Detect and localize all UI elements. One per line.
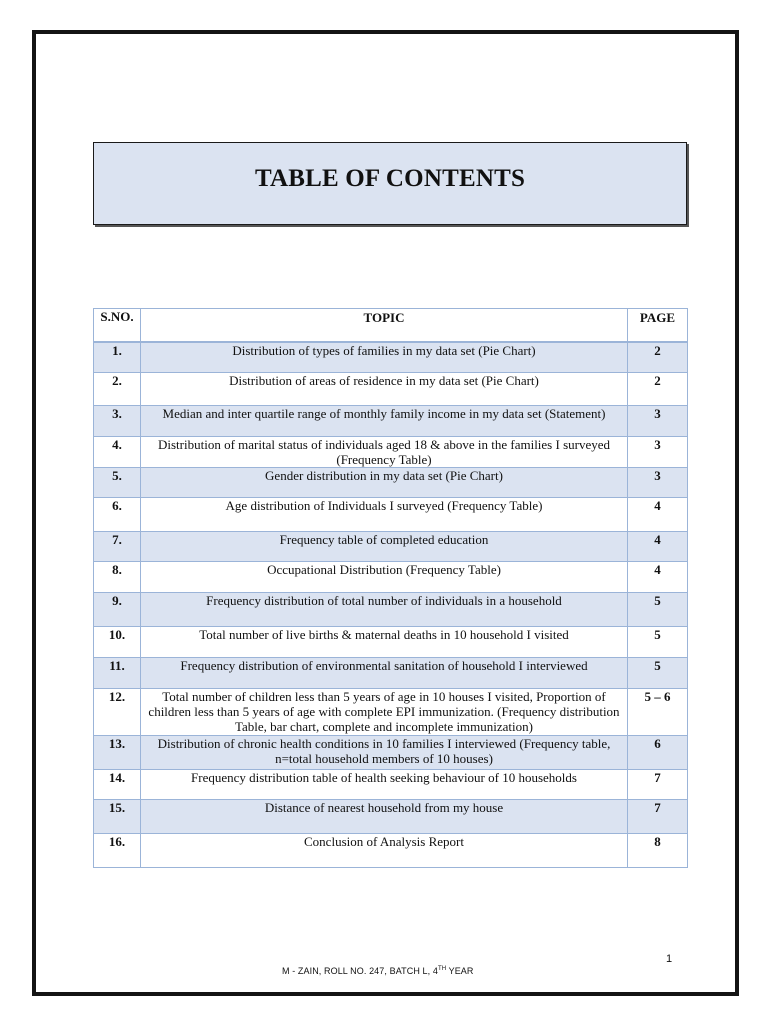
footer-author-line bbox=[282, 966, 474, 976]
row-topic: Distribution of areas of residence in my data set (Pie Chart) bbox=[141, 372, 628, 405]
row-sno: 8. bbox=[94, 561, 141, 592]
row-sno: 6. bbox=[94, 497, 141, 531]
toc-row bbox=[94, 657, 688, 688]
toc-row bbox=[94, 467, 688, 497]
toc-row bbox=[94, 531, 688, 561]
footer-superscript: TH bbox=[437, 966, 447, 972]
row-page: 4 bbox=[628, 497, 688, 531]
row-sno: 13. bbox=[94, 735, 141, 769]
row-sno: 4. bbox=[94, 436, 141, 467]
toc-row bbox=[94, 592, 688, 626]
row-topic: Age distribution of Individuals I surveyed (Frequency Table) bbox=[141, 497, 628, 531]
row-sno: 3. bbox=[94, 405, 141, 436]
row-page: 4 bbox=[628, 561, 688, 592]
row-page: 6 bbox=[628, 735, 688, 769]
row-topic: Median and inter quartile range of monthly family income in my data set (Statement) bbox=[141, 405, 628, 436]
row-sno: 5. bbox=[94, 467, 141, 497]
row-page: 5 bbox=[628, 657, 688, 688]
row-page: 5 bbox=[628, 592, 688, 626]
header-sno: S.NO. bbox=[94, 309, 141, 343]
row-page: 4 bbox=[628, 531, 688, 561]
row-sno: 9. bbox=[94, 592, 141, 626]
toc-row bbox=[94, 688, 688, 735]
row-page: 2 bbox=[628, 372, 688, 405]
row-sno: 7. bbox=[94, 531, 141, 561]
row-topic: Frequency distribution of environmental sanitation of household I interviewed bbox=[141, 657, 628, 688]
row-topic: Conclusion of Analysis Report bbox=[141, 833, 628, 867]
row-sno: 11. bbox=[94, 657, 141, 688]
row-sno: 1. bbox=[94, 342, 141, 372]
toc-row bbox=[94, 799, 688, 833]
row-page: 3 bbox=[628, 405, 688, 436]
row-page: 3 bbox=[628, 436, 688, 467]
toc-row bbox=[94, 561, 688, 592]
row-topic: Occupational Distribution (Frequency Table) bbox=[141, 561, 628, 592]
row-sno: 15. bbox=[94, 799, 141, 833]
toc-table bbox=[93, 308, 688, 868]
row-topic: Frequency distribution of total number of individuals in a household bbox=[141, 592, 628, 626]
header-topic: TOPIC bbox=[141, 309, 628, 343]
toc-row bbox=[94, 436, 688, 467]
toc-row bbox=[94, 769, 688, 799]
row-sno: 16. bbox=[94, 833, 141, 867]
page-title: TABLE OF CONTENTS bbox=[254, 164, 526, 192]
toc-row bbox=[94, 833, 688, 867]
toc-row bbox=[94, 497, 688, 531]
header-page: PAGE bbox=[628, 309, 688, 343]
row-sno: 14. bbox=[94, 769, 141, 799]
row-page: 7 bbox=[628, 799, 688, 833]
row-page: 5 – 6 bbox=[628, 688, 688, 735]
toc-row bbox=[94, 626, 688, 657]
toc-row bbox=[94, 405, 688, 436]
row-page: 5 bbox=[628, 626, 688, 657]
row-page: 2 bbox=[628, 342, 688, 372]
row-topic: Gender distribution in my data set (Pie Chart) bbox=[141, 467, 628, 497]
row-topic: Total number of children less than 5 years of age in 10 houses I visited, Proportion of children less than 5 years of age with complete EPI immunization. (Frequency distribution Table, bar chart, complete and incomplete immunization) bbox=[141, 688, 628, 735]
toc-row bbox=[94, 372, 688, 405]
page-number: 1 bbox=[666, 953, 673, 965]
row-topic: Distribution of types of families in my data set (Pie Chart) bbox=[141, 342, 628, 372]
row-topic: Distribution of marital status of individuals aged 18 & above in the families I surveyed (Frequency Table) bbox=[141, 436, 628, 467]
row-sno: 10. bbox=[94, 626, 141, 657]
row-topic: Frequency table of completed education bbox=[141, 531, 628, 561]
row-page: 3 bbox=[628, 467, 688, 497]
row-page: 8 bbox=[628, 833, 688, 867]
footer-suffix: YEAR bbox=[446, 966, 474, 976]
footer-prefix: M - ZAIN, ROLL NO. 247, BATCH L, 4 bbox=[282, 966, 438, 976]
row-topic: Frequency distribution table of health seeking behaviour of 10 households bbox=[141, 769, 628, 799]
row-sno: 2. bbox=[94, 372, 141, 405]
row-topic: Distribution of chronic health conditions in 10 families I interviewed (Frequency table, n=total household members of 10 houses) bbox=[141, 735, 628, 769]
toc-row bbox=[94, 735, 688, 769]
row-topic: Distance of nearest household from my house bbox=[141, 799, 628, 833]
toc-row bbox=[94, 342, 688, 372]
row-page: 7 bbox=[628, 769, 688, 799]
title-box bbox=[93, 142, 687, 225]
row-sno: 12. bbox=[94, 688, 141, 735]
row-topic: Total number of live births & maternal deaths in 10 household I visited bbox=[141, 626, 628, 657]
toc-header-row bbox=[94, 309, 688, 343]
